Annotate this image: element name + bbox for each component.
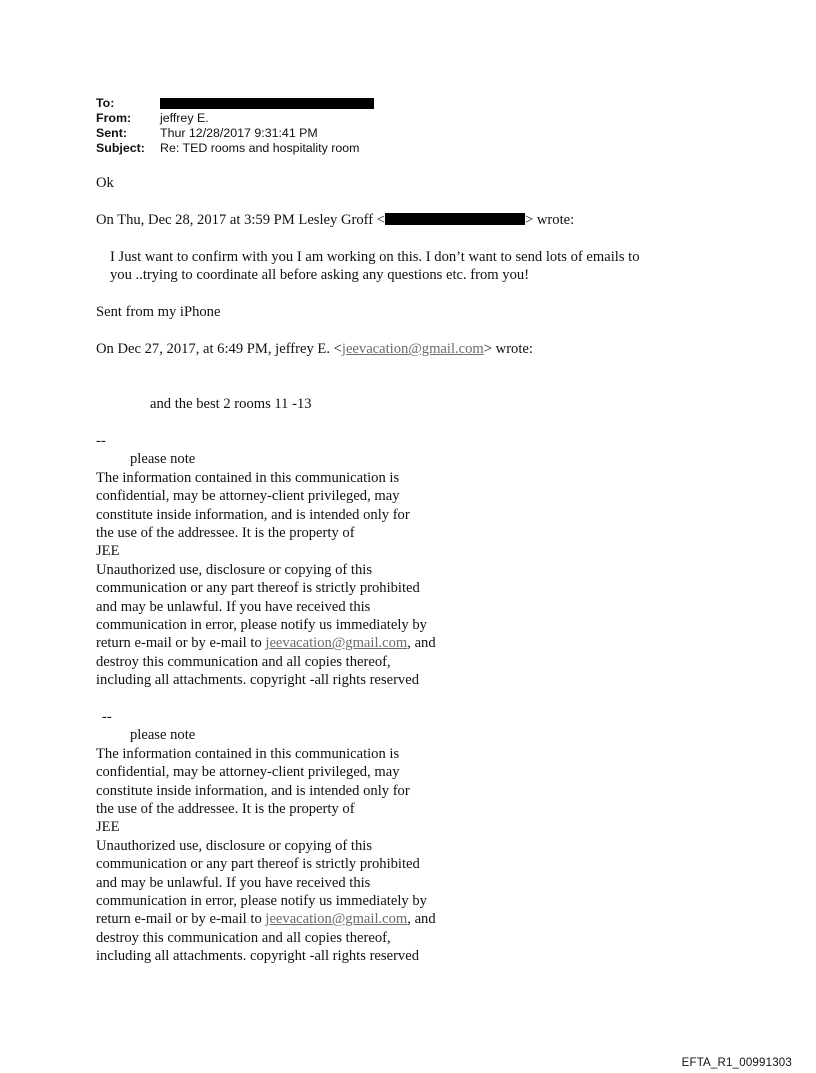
disclaimer-email-line bbox=[96, 910, 436, 928]
disclaimer-line: constitute inside information, and is intended only for bbox=[96, 506, 410, 523]
to-label: To: bbox=[96, 96, 115, 110]
subject-row bbox=[96, 141, 374, 156]
disclaimer-line: The information contained in this communication is bbox=[96, 745, 400, 762]
from-value: jeffrey E. bbox=[160, 111, 209, 125]
disclaimer-line: communication or any part thereof is strictly prohibited bbox=[96, 580, 420, 597]
to-row bbox=[96, 96, 374, 111]
disclaimer-email-line bbox=[96, 634, 436, 652]
quote1-suffix: > wrote: bbox=[525, 212, 575, 228]
email-line-suffix: , and bbox=[407, 911, 436, 928]
disclaimer-line: destroy this communication and all copies thereof, bbox=[96, 653, 391, 670]
email-header bbox=[96, 96, 374, 156]
separator: -- bbox=[96, 433, 106, 449]
sent-value: Thur 12/28/2017 9:31:41 PM bbox=[160, 126, 318, 140]
disclaimer-line: the use of the addressee. It is the property of bbox=[96, 524, 355, 541]
disclaimer-line: and may be unlawful. If you have received this bbox=[96, 598, 371, 615]
quote1-body bbox=[110, 248, 640, 285]
quote1-line: I Just want to confirm with you I am working on this. I don’t want to send lots of emails to bbox=[110, 249, 640, 265]
quote2-text: and the best 2 rooms 11 -13 bbox=[150, 396, 312, 412]
disclaimer-line: the use of the addressee. It is the property of bbox=[96, 800, 355, 817]
disclaimer-line: including all attachments. copyright -all rights reserved bbox=[96, 672, 419, 689]
subject-label: Subject: bbox=[96, 141, 145, 155]
email-link[interactable]: jeevacation@gmail.com bbox=[265, 635, 408, 652]
redaction-bar bbox=[160, 98, 374, 109]
disclaimer-line: communication or any part thereof is strictly prohibited bbox=[96, 856, 420, 873]
disclaimer-block bbox=[96, 432, 436, 689]
redaction-bar bbox=[385, 213, 525, 225]
subject-value: Re: TED rooms and hospitality room bbox=[160, 141, 360, 155]
reply-text: Ok bbox=[96, 175, 114, 191]
disclaimer-line: communication in error, please notify us immediately by bbox=[96, 892, 427, 909]
disclaimer-block bbox=[96, 708, 436, 965]
quote1-line: you ..trying to coordinate all before asking any questions etc. from you! bbox=[110, 267, 530, 284]
bates-number: EFTA_R1_00991303 bbox=[681, 1057, 792, 1069]
disclaimer-line: JEE bbox=[96, 819, 120, 836]
disclaimer-line: JEE bbox=[96, 543, 120, 560]
email-link[interactable]: jeevacation@gmail.com bbox=[265, 911, 408, 928]
signature: Sent from my iPhone bbox=[96, 304, 221, 320]
quote2-prefix: On Dec 27, 2017, at 6:49 PM, jeffrey E. < bbox=[96, 341, 342, 357]
quote2-suffix: > wrote: bbox=[483, 341, 533, 357]
disclaimer-line: communication in error, please notify us immediately by bbox=[96, 616, 427, 633]
quote1-prefix: On Thu, Dec 28, 2017 at 3:59 PM Lesley Groff < bbox=[96, 212, 385, 228]
to-value bbox=[160, 96, 374, 111]
disclaimer-line: confidential, may be attorney-client privileged, may bbox=[96, 764, 400, 781]
disclaimer-line: The information contained in this communication is bbox=[96, 469, 400, 486]
disclaimer-line: constitute inside information, and is intended only for bbox=[96, 782, 410, 799]
from-row bbox=[96, 111, 374, 126]
disclaimer-line: including all attachments. copyright -all rights reserved bbox=[96, 948, 419, 965]
disclaimer-line: and may be unlawful. If you have received this bbox=[96, 874, 371, 891]
quote2-attribution bbox=[96, 340, 533, 358]
disclaimer-line: Unauthorized use, disclosure or copying of this bbox=[96, 837, 373, 854]
sent-label: Sent: bbox=[96, 126, 127, 140]
email-link[interactable]: jeevacation@gmail.com bbox=[341, 341, 484, 357]
quote1-attribution bbox=[96, 211, 574, 229]
separator: -- bbox=[102, 709, 112, 725]
disclaimer-line: destroy this communication and all copies thereof, bbox=[96, 929, 391, 946]
disclaimer-note: please note bbox=[130, 451, 196, 468]
email-line-prefix: return e-mail or by e-mail to bbox=[96, 911, 266, 928]
disclaimer-note: please note bbox=[130, 727, 196, 744]
disclaimer-line: Unauthorized use, disclosure or copying of this bbox=[96, 561, 373, 578]
disclaimer-line: confidential, may be attorney-client privileged, may bbox=[96, 488, 400, 505]
email-line-suffix: , and bbox=[407, 635, 436, 652]
sent-row bbox=[96, 126, 374, 141]
from-label: From: bbox=[96, 111, 132, 125]
email-line-prefix: return e-mail or by e-mail to bbox=[96, 635, 266, 652]
